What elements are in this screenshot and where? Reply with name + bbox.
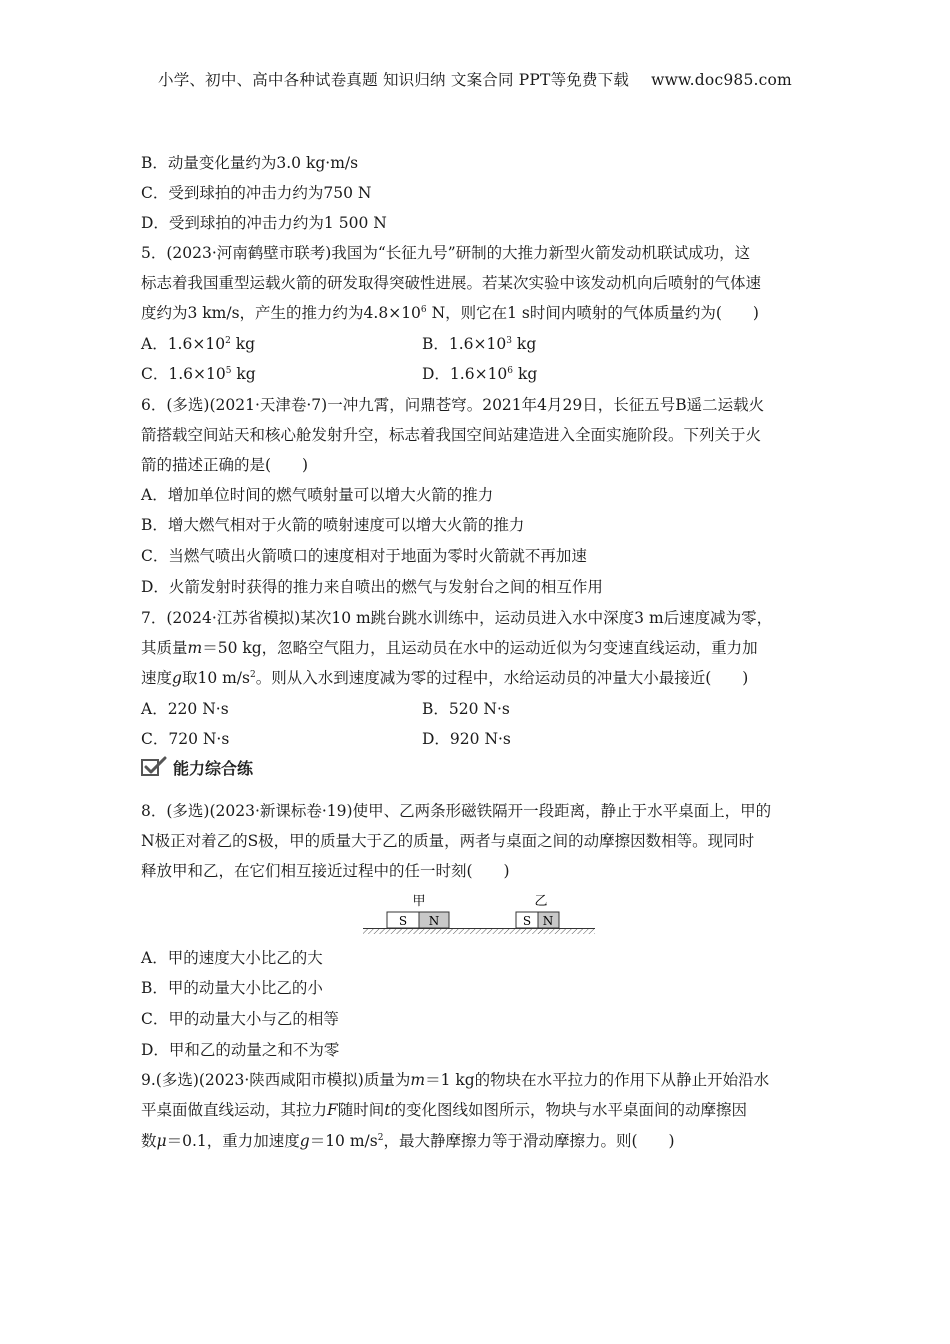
q7-option-d: D．920 N·s [422, 730, 511, 748]
q8-option-c: C．甲的动量大小与乙的相等 [141, 1010, 339, 1028]
q7-stem-line1: 7．(2024·江苏省模拟)某次10 m跳台跳水训练中，运动员进入水中深度3 m后速度减为零， [141, 609, 773, 627]
q6-option-a: A．增加单位时间的燃气喷射量可以增大火箭的推力 [141, 486, 494, 504]
q7-option-b: B．520 N·s [422, 700, 510, 718]
q5-option-a: A．$1.6\times 10^2$ kg [141, 335, 256, 353]
q6-option-b: B．增大燃气相对于火箭的喷射速度可以增大火箭的推力 [141, 516, 525, 534]
q6-option-c: C．当燃气喷出火箭喷口的速度相对于地面为零时火箭就不再加速 [141, 547, 587, 565]
label-jia: 甲 [412, 894, 426, 909]
q7-option-a: A．220 N·s [141, 700, 229, 718]
q6-stem-line3: 箭的描述正确的是( ) [141, 456, 309, 474]
q8-option-d: D．甲和乙的动量之和不为零 [141, 1041, 340, 1059]
magnet-yi-s-label: S [522, 914, 532, 928]
q4-option-b: B．动量变化量约为3.0 kg·m/s [141, 154, 359, 172]
section-heading [141, 754, 281, 780]
q5-option-d: D．$1.6\times 10^6$ kg [422, 365, 538, 383]
q7-option-c: C．720 N·s [141, 730, 230, 748]
q7-stem-line2: 其质量m＝50 kg，忽略空气阻力，且运动员在水中的运动近似为匀变速直线运动，重力加 [141, 639, 758, 657]
label-yi: 乙 [534, 894, 548, 909]
q6-stem-line1: 6．(多选)(2021·天津卷·7)一冲九霄，问鼎苍穹。2021年4月29日，长征五号B遥二运载火 [141, 396, 765, 414]
q5-stem-line1: 5．(2023·河南鹤壁市联考)我国为“长征九号”研制的大推力新型火箭发动机联试成功，这 [141, 244, 751, 262]
q4-option-c: C．受到球拍的冲击力约为750 N [141, 184, 372, 202]
q9-stem-line2: 平桌面做直线运动，其拉力F随时间t的变化图线如图所示，物块与水平桌面间的动摩擦因 [141, 1101, 748, 1119]
q8-stem-line3: 释放甲和乙，在它们相互接近过程中的任一时刻( ) [141, 862, 510, 880]
q9-stem-line3: 数μ＝0.1，重力加速度g＝10 $m/s^2$，最大静摩擦力等于滑动摩擦力。则( ) [141, 1132, 675, 1150]
q8-option-a: A．甲的速度大小比乙的大 [141, 949, 323, 967]
q5-stem-line2: 标志着我国重型运载火箭的研发取得突破性进展。若某次实验中该发动机向后喷射的气体速 [141, 274, 762, 292]
q4-option-d: D．受到球拍的冲击力约为1 500 N [141, 214, 387, 232]
q9-stem-line1: 9.(多选)(2023·陕西咸阳市模拟)质量为m＝1 kg的物块在水平拉力的作用下从静止开始沿水 [141, 1071, 770, 1089]
header-slogan: 小学、初中、高中各种试卷真题 知识归纳 文案合同 PPT等免费下载 [158, 71, 630, 89]
q8-stem-line1: 8．(多选)(2023·新课标卷·19)使甲、乙两条形磁铁隔开一段距离，静止于水平桌面上，甲的 [141, 802, 772, 820]
q6-option-d: D．火箭发射时获得的推力来自喷出的燃气与发射台之间的相互作用 [141, 578, 603, 596]
q8-option-b: B．甲的动量大小比乙的小 [141, 979, 323, 997]
page-header [0, 68, 950, 90]
section-title: 能力综合练 [173, 758, 254, 778]
magnet-yi-n-label: N [542, 914, 554, 928]
table-hatching [363, 929, 595, 934]
checklist-icon [141, 756, 167, 778]
magnet-jia-n-label: N [428, 914, 440, 928]
q6-stem-line2: 箭搭载空间站天和核心舱发射升空，标志着我国空间站建造进入全面实施阶段。下列关于火 [141, 426, 762, 444]
header-site: www.doc985.com [651, 71, 792, 89]
q5-option-b: B．$1.6\times 10^3$ kg [422, 335, 537, 353]
q5-stem-line3: 度约为3 km/s，产生的推力约为$4.8\times 10^6$ N，则它在1 s时间内喷射的气体质量约为( ) [141, 304, 759, 322]
magnets-figure [363, 888, 603, 940]
q5-option-c: C．$1.6\times 10^5$ kg [141, 365, 256, 383]
q7-stem-line3: 速度g取10 $m/s^2$。则从入水到速度减为零的过程中，水给运动员的冲量大小最接近( ) [141, 669, 749, 687]
q8-stem-line2: N极正对着乙的S极，甲的质量大于乙的质量，两者与桌面之间的动摩擦因数相等。现同时 [141, 832, 755, 850]
magnet-jia-s-label: S [398, 914, 408, 928]
